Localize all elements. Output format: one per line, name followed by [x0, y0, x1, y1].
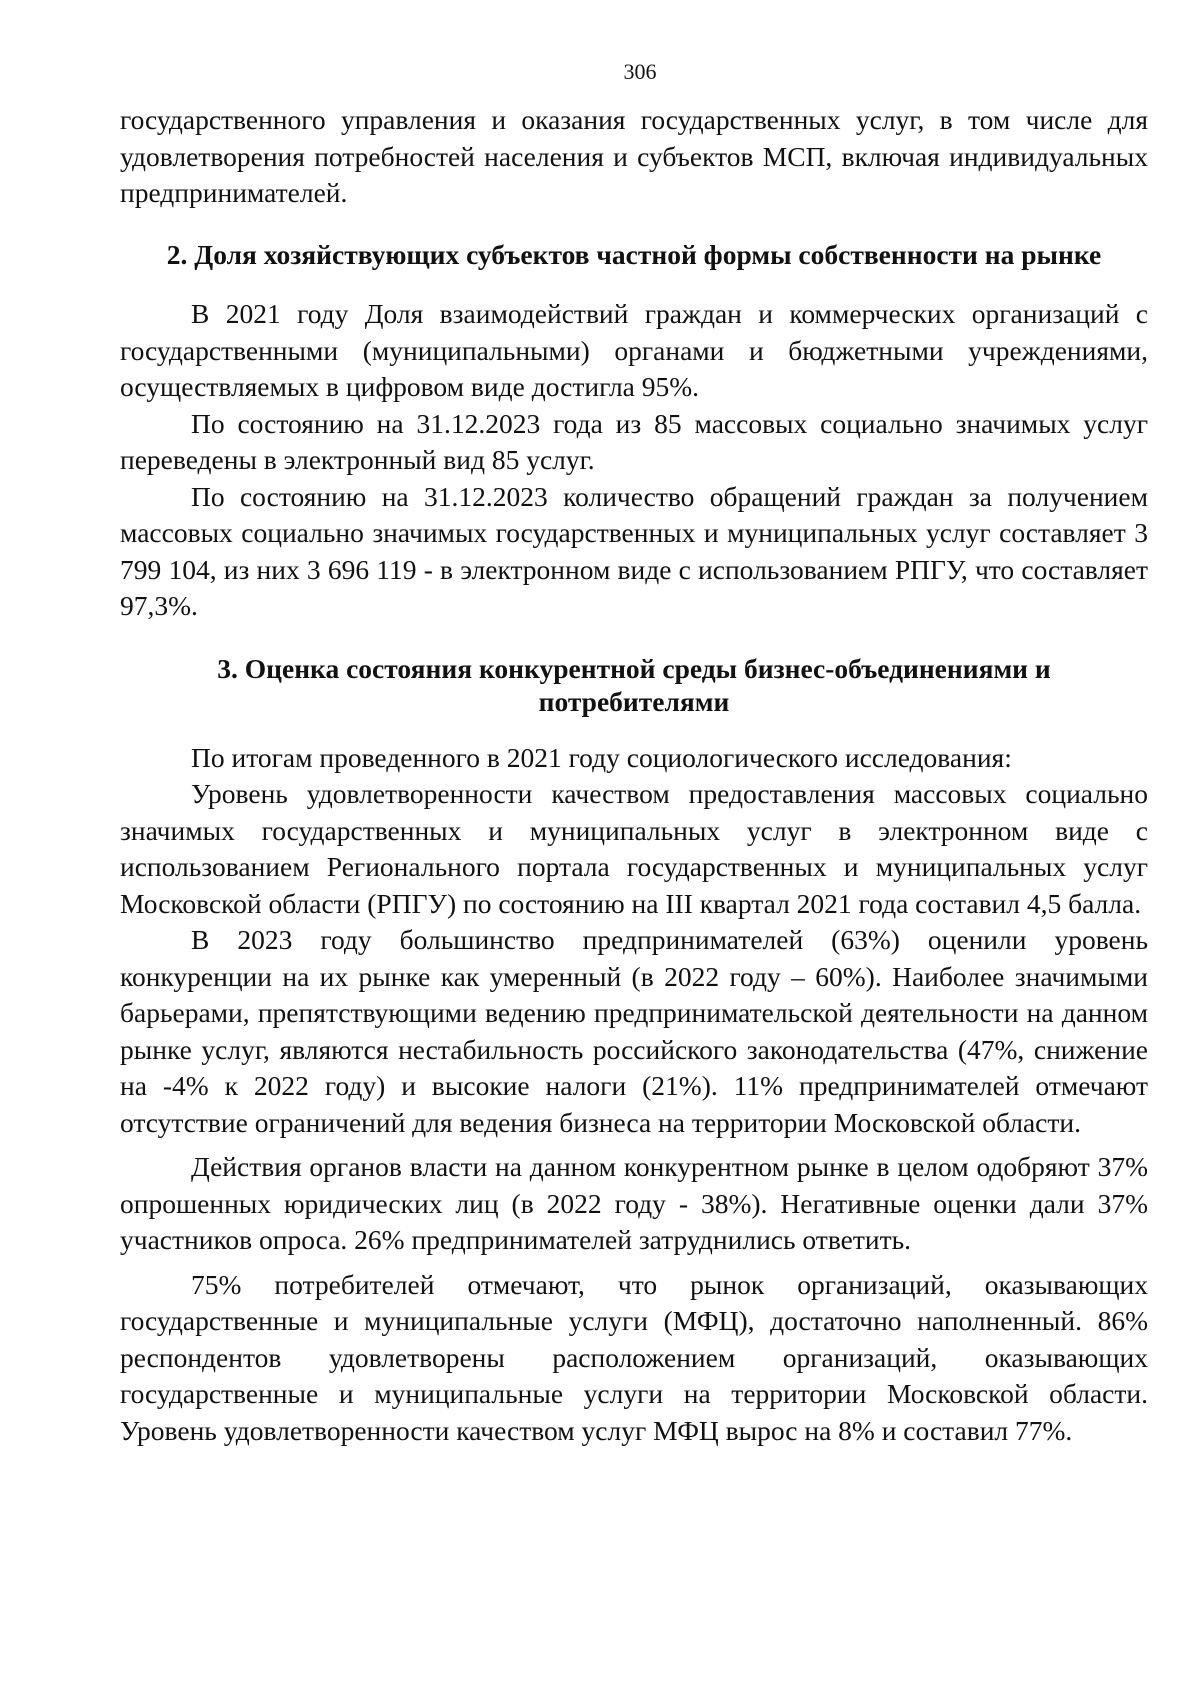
intro-paragraph: государственного управления и оказания государственных услуг, в том числе для удовлетворения потребностей населения и субъектов МСП, включая индивидуальных предпринимателей.	[120, 104, 1148, 208]
section-2-paragraph-1: В 2021 году Доля взаимодействий граждан и коммерческих организаций с государственными (муниципальными) органами и бюджетными учреждениями, осуществляемых в цифровом виде достигла 95%.	[120, 298, 1148, 402]
section-3-heading: 3. Оценка состояния конкурентной среды бизнес-объединениями и потребителями	[217, 652, 1051, 717]
section-2-paragraph-2: По состоянию на 31.12.2023 года из 85 массовых социально значимых услуг переведены в электронный вид 85 услуг.	[120, 407, 1148, 475]
section-3-paragraph-3: В 2023 году большинство предпринимателей (63%) оценили уровень конкуренции на их рынке как умеренный (в 2022 году – 60%). Наиболее значимыми барьерами, препятствующими ведению предпринимательской деятельности на данном рынке услуг, являются нестабильность российского законодательства (47%, снижение на -4% к 2022 году) и высокие налоги (21%). 11% предпринимателей отмечают отсутствие ограничений для ведения бизнеса на территории Московской области.	[120, 924, 1148, 1138]
section-3-paragraph-1: По итогам проведенного в 2021 году социологического исследования:	[191, 741, 1012, 773]
section-3-paragraph-4: Действия органов власти на данном конкурентном рынке в целом одобряют 37% опрошенных юридических лиц (в 2022 году - 38%). Негативные оценки дали 37% участников опроса. 26% предпринимателей затруднились ответить.	[120, 1151, 1148, 1255]
section-2-heading: 2. Доля хозяйствующих субъектов частной формы собственности на рынке	[166, 238, 1102, 270]
section-3-paragraph-5: 75% потребителей отмечают, что рынок организаций, оказывающих государственные и муниципальные услуги (МФЦ), достаточно наполненный. 86% респондентов удовлетворены расположением организаций, оказывающих государственные и муниципальные услуги на территории Московской области. Уровень удовлетворенности качеством услуг МФЦ вырос на 8% и составил 77%.	[120, 1268, 1148, 1446]
section-3-paragraph-2: Уровень удовлетворенности качеством предоставления массовых социально значимых государственных и муниципальных услуг в электронном виде с использованием Регионального портала государственных и муниципальных услуг Московской области (РПГУ) по состоянию на III квартал 2021 года составил 4,5 балла.	[120, 778, 1148, 919]
document-page	[120, 58, 1148, 1449]
section-2-paragraph-3: По состоянию на 31.12.2023 количество обращений граждан за получением массовых социально значимых государственных и муниципальных услуг составляет 3 799 104, из них 3 696 119 - в электронном виде с использованием РПГУ, что составляет 97,3%.	[120, 480, 1148, 621]
page-number: 306	[623, 59, 657, 84]
